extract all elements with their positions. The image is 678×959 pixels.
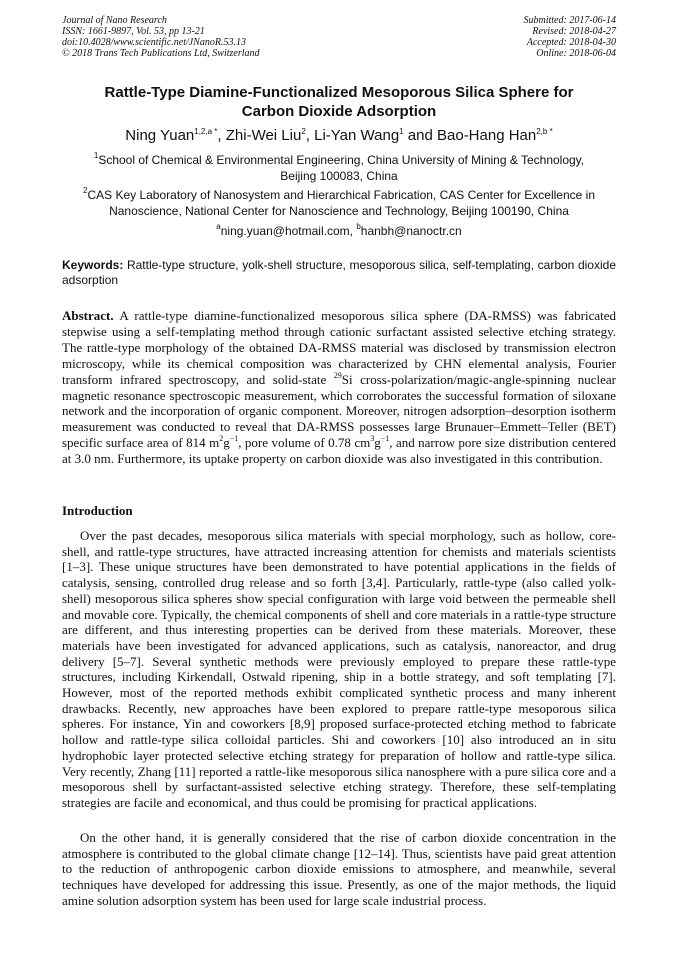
email-a-marker: a xyxy=(216,222,221,231)
date-accepted: Accepted: 2018-04-30 xyxy=(526,37,616,48)
journal-copyright: © 2018 Trans Tech Publications Ltd, Switzerland xyxy=(62,48,260,59)
affiliation-2-line-2: Nanoscience, National Center for Nanoscience and Technology, Beijing 100190, China xyxy=(109,204,569,218)
affiliation-1 xyxy=(62,152,616,184)
contact-emails xyxy=(62,223,616,239)
abstract-superscript: 3 xyxy=(370,434,375,444)
keywords xyxy=(62,258,616,287)
abstract xyxy=(62,308,616,467)
author-name: Li-Yan Wang xyxy=(314,127,400,144)
abstract-superscript: −1 xyxy=(229,434,239,444)
email-a-link[interactable]: ning.yuan@hotmail.com xyxy=(220,224,350,238)
abstract-text: g xyxy=(374,435,381,451)
email-b-link[interactable]: hanbh@nanoctr.cn xyxy=(360,224,462,238)
journal-issn: ISSN: 1661-9897, Vol. 53, pp 13-21 xyxy=(62,26,205,37)
affiliation-1-line-1: School of Chemical & Environmental Engineering, China University of Mining & Technology, xyxy=(98,153,585,167)
journal-name: Journal of Nano Research xyxy=(62,15,167,26)
abstract-label: Abstract. xyxy=(62,308,114,323)
affiliation-2 xyxy=(62,187,616,219)
affiliation-1-marker: 1 xyxy=(93,151,99,160)
author-superscript: 2 xyxy=(301,127,306,136)
abstract-text: , pore volume of 0.78 cm xyxy=(238,435,371,451)
affiliation-1-line-2: Beijing 100083, China xyxy=(280,169,398,183)
author-superscript: 2,b * xyxy=(536,127,553,136)
title-line-1: Rattle-Type Diamine-Functionalized Mesoporous Silica Sphere for xyxy=(104,84,574,101)
journal-info xyxy=(62,15,260,59)
affiliation-2-marker: 2 xyxy=(82,186,88,195)
author-name: Ning Yuan xyxy=(125,127,195,144)
author-name: Zhi-Wei Liu xyxy=(225,127,302,144)
author-separator: , xyxy=(305,127,315,144)
abstract-text: A rattle-type diamine-functionalized mesoporous silica sphere (DA-RMSS) was fabricated stepwise using a self-templating method through cationic surfactant assisted selective etching strategy. The rattle-type morphology of the obtained DA-RMSS material was disclosed by transmission electron microscopy, while its chemical composition was characterized by CHN elemental analysis, Fourier transform infrared spectroscopy, and solid-state xyxy=(62,308,616,387)
affiliation-2-line-1: CAS Key Laboratory of Nanosystem and Hierarchical Fabrication, CAS Center for Excellence in xyxy=(87,188,595,202)
abstract-text: Si cross-polarization/magic-angle-spinning nuclear magnetic resonance spectroscopic measurement, which corroborates the successful formation of siloxane network and the incorporation of organic component. Moreover, nitrogen adsorption–desorption isotherm measurement was conducted to reveal that DA-RMSS possesses large Brunauer–Emmett–Teller (BET) specific surface area of 814 m xyxy=(62,371,616,451)
abstract-text: g xyxy=(223,435,230,451)
keywords-text: Rattle-type structure, yolk-shell structure, mesoporous silica, self-templating, carbon dioxide adsorption xyxy=(62,258,616,287)
title-line-2: Carbon Dioxide Adsorption xyxy=(241,103,437,120)
author-separator: and xyxy=(403,127,437,144)
publication-dates xyxy=(524,15,617,59)
introduction-paragraph-2: On the other hand, it is generally considered that the rise of carbon dioxide concentration in the atmosphere is contributed to the global climate change [12–14]. Thus, scientists have paid great attention to the reduction of anthropogenic carbon dioxide emissions to atmosphere, and meanwhile, several techniques have developed for addressing this issue. Presently, as one of the major methods, the liquid amine solution adsorption system has been used for large scale industrial process. xyxy=(62,830,616,908)
abstract-superscript: 2 xyxy=(219,434,224,444)
abstract-superscript: 29 xyxy=(333,370,342,380)
author-superscript: 1 xyxy=(399,127,404,136)
keywords-label: Keywords: xyxy=(62,258,124,272)
introduction-paragraph-1: Over the past decades, mesoporous silica materials with special morphology, such as hollow, core-shell, and rattle-type structures, have attracted increasing attention for chemists and materials scientists [1–3]. These unique structures have been demonstrated to have potential applications in the fields of catalysis, sensing, controlled drug release and so forth [3,4]. Particularly, rattle-type (also called yolk-shell) mesoporous silica spheres show special configuration with large void between the permeable shell and movable core. Typically, the chemical components of shell and core materials in a rattle-type structure are different, and thus interesting properties can be derived from these materials. Moreover, these materials have been investigated for advanced applications, such as catalysis, nanoreactor, and drug delivery [5–7]. Several synthetic methods were previously employed to prepare these rattle-type structures, including Kirkendall, Ostwald ripening, ship in a bottle strategy, and soft templating [7]. However, most of the reported methods exhibit complicated synthetic process and many inherent drawbacks. Recently, new approaches have been explored to prepare rattle-type mesoporous silica spheres. For instance, Yin and coworkers [8,9] proposed surface-protected etching method to fabricate hollow and rattle-type silica colloidal particles. Shi and coworkers [10] also introduced an in situ hydrophobic layer protected selective etching strategy for preparation of hollow and rattle-type silica. Very recently, Zhang [11] reported a rattle-like mesoporous silica nanosphere with a pure silica core and a mesoporous shell by surfactant-assisted selective etching strategy. Therefore, these self-templating strategies are facile and economical, and thus could be promising for practical applications. xyxy=(62,528,616,810)
section-heading-introduction: Introduction xyxy=(62,503,133,518)
abstract-superscript: −1 xyxy=(380,434,390,444)
author-separator: , xyxy=(217,127,226,144)
journal-doi[interactable]: doi:10.4028/www.scientific.net/JNanoR.53.13 xyxy=(62,37,246,48)
abstract-text: , and narrow pore size distribution centered at 3.0 nm. Furthermore, its uptake property on carbon dioxide was also investigated in this contribution. xyxy=(62,435,616,467)
email-b-marker: b xyxy=(356,222,361,231)
date-submitted: Submitted: 2017-06-14 xyxy=(523,15,616,26)
author-list xyxy=(62,127,616,145)
date-revised: Revised: 2018-04-27 xyxy=(532,26,616,37)
email-separator: , xyxy=(349,224,357,238)
author-name: Bao-Hang Han xyxy=(437,127,537,144)
paper-title xyxy=(62,83,616,121)
author-superscript: 1,2,a * xyxy=(194,127,218,136)
date-online: Online: 2018-06-04 xyxy=(536,48,616,59)
